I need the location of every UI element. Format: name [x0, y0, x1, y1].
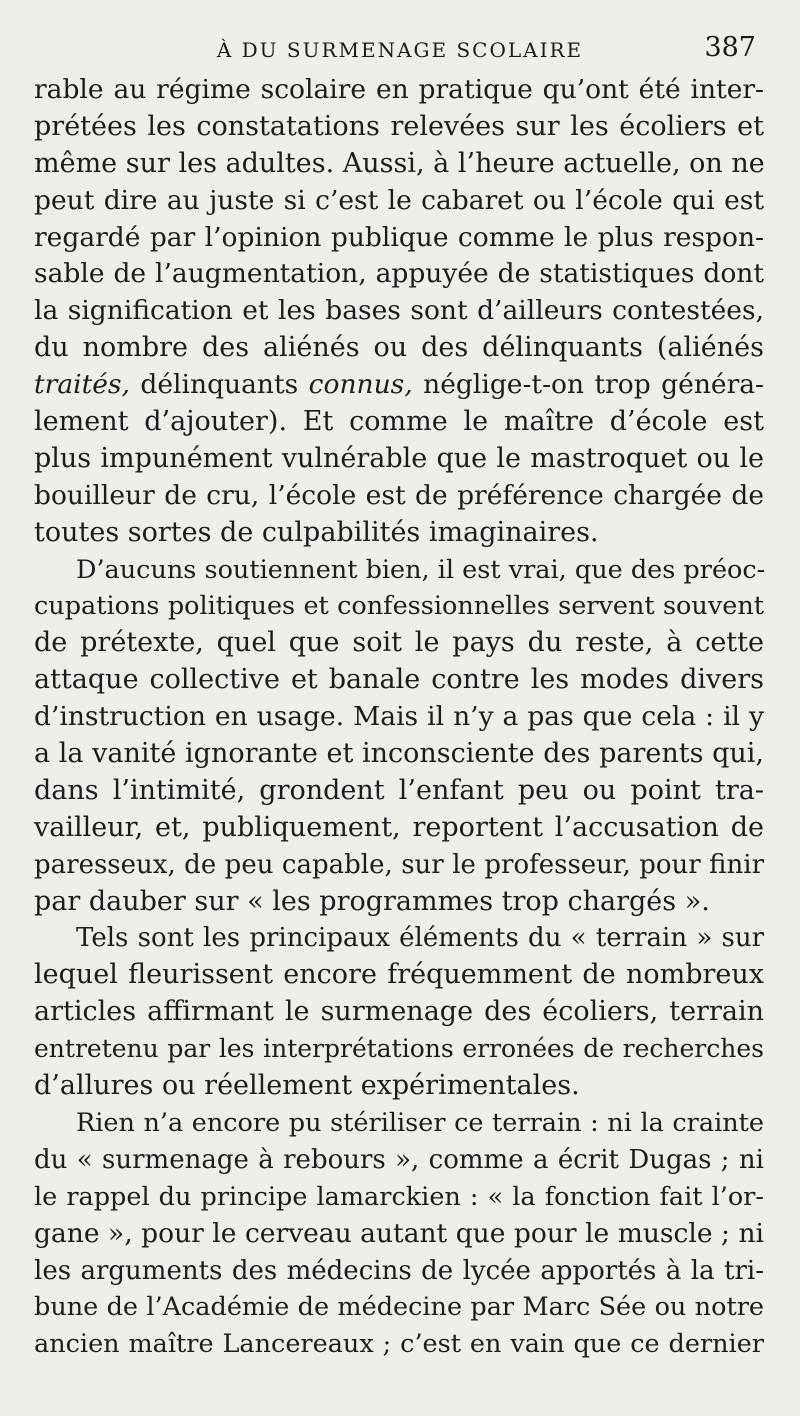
text-line: attaque collective et banale contre les modes divers — [34, 664, 764, 696]
text-line: Rien n’a encore pu stériliser ce terrain : ni la crainte — [76, 1107, 764, 1138]
page-number: 387 — [704, 32, 756, 63]
text-line: d’instruction en usage. Mais il n’y a pas que cela : il y — [34, 701, 764, 733]
text-line: par dauber sur « les programmes trop chargés ». — [34, 885, 710, 917]
text-line: D’aucuns soutiennent bien, il est vrai, que des préoc- — [76, 554, 766, 585]
text-line: du « surmenage à rebours », comme a écrit Dugas ; ni — [34, 1144, 764, 1175]
text-line — [34, 367, 764, 404]
text-line: les arguments des médecins de lycée apportés à la tri- — [34, 1255, 764, 1286]
text-segment: néglige-t-on trop généra- — [412, 369, 764, 401]
text-line: d’allures ou réellement expérimentales. — [34, 1070, 580, 1102]
italic-text: traités, — [34, 369, 130, 401]
body-text — [34, 72, 764, 1363]
text-line: regardé par l’opinion publique comme le plus respon- — [34, 221, 764, 253]
text-line: plus impunément vulnérable que le mastroquet ou le — [34, 442, 764, 474]
text-line: vailleur, et, publiquement, reportent l’accusation de — [34, 811, 764, 843]
text-line: lement d’ajouter). Et comme le maître d’école est — [34, 406, 764, 438]
text-line: prétées les constatations relevées sur les écoliers et — [34, 110, 764, 142]
text-line: Tels sont les principaux éléments du « terrain » sur — [76, 923, 764, 954]
text-line: de prétexte, quel que soit le pays du reste, à cette — [34, 627, 764, 659]
text-line: articles affirmant le surmenage des écoliers, terrain — [34, 996, 764, 1028]
text-line: paresseux, de peu capable, sur le professeur, pour finir — [34, 849, 764, 880]
text-line: cupations politiques et confessionnelles servent souvent — [34, 591, 764, 622]
italic-text: connus, — [308, 369, 413, 401]
text-line: gane », pour le cerveau autant que pour le muscle ; ni — [34, 1217, 764, 1249]
text-line: a la vanité ignorante et inconsciente des parents qui, — [34, 738, 764, 770]
text-line: dans l’intimité, grondent l’enfant peu ou point tra- — [34, 774, 764, 806]
text-line: rable au régime scolaire en pratique qu’ont été inter- — [34, 74, 764, 105]
text-line: sable de l’augmentation, appuyée de statistiques dont — [34, 258, 764, 290]
text-line: entretenu par les interprétations erronées de recherches — [34, 1034, 764, 1064]
text-line: lequel fleurissent encore fréquemment de nombreux — [34, 959, 764, 991]
text-line: du nombre des aliénés ou des délinquants (aliénés — [34, 332, 764, 364]
text-line: le rappel du principe lamarckien : « la fonction fait l’or- — [34, 1181, 764, 1212]
text-line: même sur les adultes. Aussi, à l’heure actuelle, on ne — [34, 147, 765, 179]
text-line: peut dire au juste si c’est le cabaret ou l’école qui est — [34, 184, 764, 216]
text-line: bouilleur de cru, l’école est de préférence chargée de — [34, 479, 764, 511]
text-line: toutes sortes de culpabilités imaginaires. — [34, 516, 599, 548]
page-header — [0, 28, 800, 68]
running-title: À DU SURMENAGE SCOLAIRE — [216, 38, 584, 62]
text-line: la signification et les bases sont d’ailleurs contestées, — [34, 295, 764, 327]
text-segment: délinquants — [129, 369, 309, 401]
text-line: ancien maître Lancereaux ; c’est en vain que ce dernier — [34, 1329, 764, 1360]
text-line: bune de l’Académie de médecine par Marc Sée ou notre — [34, 1292, 764, 1323]
